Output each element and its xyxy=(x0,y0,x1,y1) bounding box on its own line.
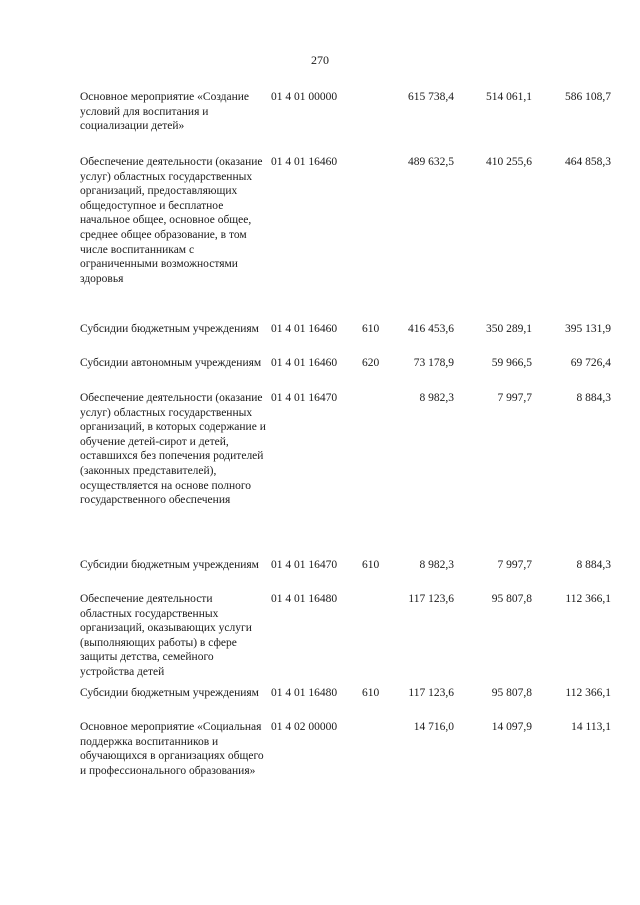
page-number: 270 xyxy=(311,53,329,67)
row-value-3: 586 108,7 xyxy=(565,91,611,103)
row-expense-type: 610 xyxy=(362,323,380,335)
row-value-2: 410 255,6 xyxy=(486,156,532,168)
row-code: 01 4 01 16460 xyxy=(271,357,338,369)
row-code: 01 4 01 16460 xyxy=(271,156,338,168)
row-name: Субсидии бюджетным учреждениям xyxy=(80,323,259,335)
row-value-3: 395 131,9 xyxy=(565,323,611,335)
row-code: 01 4 01 16470 xyxy=(271,559,338,571)
row-value-3: 112 366,1 xyxy=(565,593,611,605)
row-value-3: 8 884,3 xyxy=(576,559,611,571)
row-value-3: 112 366,1 xyxy=(565,687,611,699)
row-code: 01 4 01 16460 xyxy=(271,323,338,335)
row-value-2: 7 997,7 xyxy=(497,392,532,404)
row-name: Субсидии бюджетным учреждениям xyxy=(80,559,259,571)
row-code: 01 4 01 00000 xyxy=(271,91,338,103)
row-value-1: 615 738,4 xyxy=(408,91,454,103)
row-expense-type: 620 xyxy=(362,357,380,369)
row-value-2: 14 097,9 xyxy=(491,721,532,733)
row-name: Обеспечение деятельности (оказание услуг) областных государственных организаций, в которых содержание и обучение детей-сирот и детей, оставшихся без попечения родителей (законных представителей), осуществляется на основе полного государственного обеспечения xyxy=(80,392,266,507)
row-value-3: 14 113,1 xyxy=(571,721,611,733)
row-expense-type: 610 xyxy=(362,559,380,571)
row-value-1: 14 716,0 xyxy=(413,721,454,733)
row-value-1: 489 632,5 xyxy=(408,156,454,168)
row-value-1: 117 123,6 xyxy=(408,593,454,605)
row-expense-type: 610 xyxy=(362,687,380,699)
row-code: 01 4 01 16480 xyxy=(271,593,338,605)
row-code: 01 4 01 16470 xyxy=(271,392,338,404)
row-value-2: 7 997,7 xyxy=(497,559,532,571)
row-name: Субсидии бюджетным учреждениям xyxy=(80,687,259,699)
row-name: Субсидии автономным учреждениям xyxy=(80,357,262,369)
row-name: Обеспечение деятельности (оказание услуг) областных государственных организаций, предоставляющих общедоступное и бесплатное начальное общее, основное общее, среднее общее образование, в том числе воспитанникам с ограниченными возможностями здоровья xyxy=(80,156,263,285)
row-value-3: 464 858,3 xyxy=(565,156,611,168)
row-value-2: 95 807,8 xyxy=(491,687,532,699)
row-value-2: 95 807,8 xyxy=(491,593,532,605)
row-value-1: 8 982,3 xyxy=(419,559,454,571)
row-value-2: 350 289,1 xyxy=(486,323,532,335)
row-value-1: 73 178,9 xyxy=(413,357,454,369)
row-value-1: 8 982,3 xyxy=(419,392,454,404)
row-value-1: 117 123,6 xyxy=(408,687,454,699)
row-code: 01 4 01 16480 xyxy=(271,687,338,699)
row-name: Основное мероприятие «Создание условий для воспитания и социализации детей» xyxy=(80,91,250,133)
row-value-3: 8 884,3 xyxy=(576,392,611,404)
row-code: 01 4 02 00000 xyxy=(271,721,338,733)
row-value-1: 416 453,6 xyxy=(408,323,454,335)
row-name: Обеспечение деятельности областных государственных организаций, оказывающих услуги (выполняющих работы) в сфере защиты детства, семейного устройства детей xyxy=(80,593,252,678)
row-name: Основное мероприятие «Социальная поддержка воспитанников и обучающихся в организациях общего и профессионального образования» xyxy=(80,721,264,777)
row-value-3: 69 726,4 xyxy=(570,357,611,369)
row-value-2: 514 061,1 xyxy=(486,91,532,103)
row-value-2: 59 966,5 xyxy=(491,357,532,369)
